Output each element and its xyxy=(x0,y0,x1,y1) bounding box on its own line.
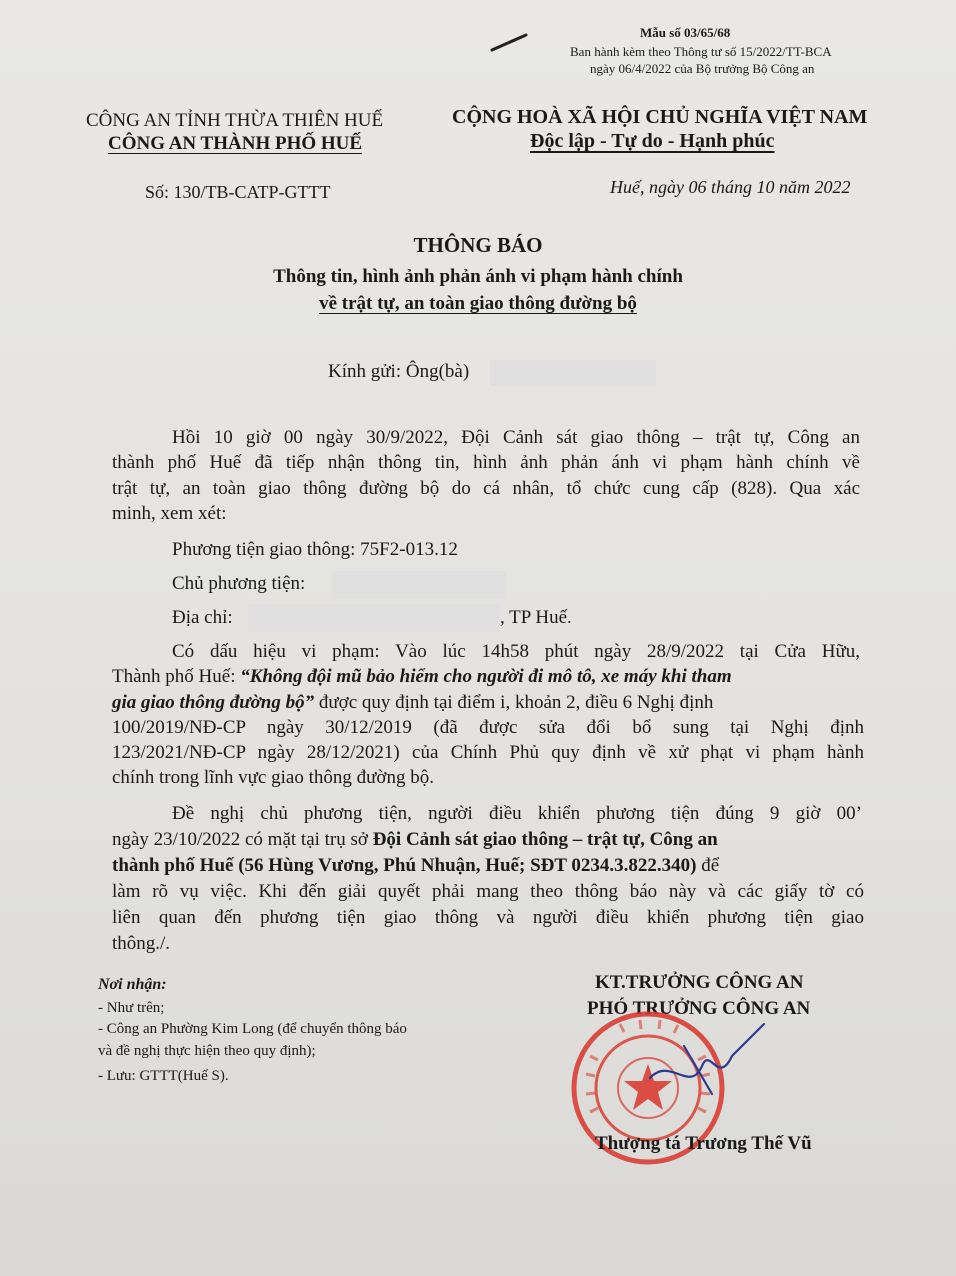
body-text: được quy định tại điểm i, khoản 2, điều 6 Nghị định xyxy=(314,692,714,713)
recipient-item: - Công an Phường Kim Long (để chuyển thông báo xyxy=(98,1021,407,1037)
pen-mark-icon xyxy=(490,32,530,54)
document-subtitle-1: Thông tin, hình ảnh phản ánh vi phạm hành chính xyxy=(273,266,683,287)
body-line: thành phố Huế đã tiếp nhận thông tin, hình ảnh phản ánh vi phạm hành chính về xyxy=(112,452,860,473)
org-parent: CÔNG AN TỈNH THỪA THIÊN HUẾ xyxy=(86,110,384,131)
owner-label: Chủ phương tiện: xyxy=(172,573,306,594)
recipient-item: - Lưu: GTTT(Huế S). xyxy=(98,1068,229,1084)
address-suffix: , TP Huế. xyxy=(500,607,572,628)
violation-quote-end: gia giao thông đường bộ” xyxy=(112,692,315,713)
body-line: Đề nghị chủ phương tiện, người điều khiển phương tiện đúng 9 giờ 00’ xyxy=(172,803,862,824)
document-number: Số: 130/TB-CATP-GTTT xyxy=(145,182,331,202)
redacted-address xyxy=(248,604,500,632)
body-line: chính trong lĩnh vực giao thông đường bộ. xyxy=(112,767,434,788)
signer-name: Thượng tá Trương Thế Vũ xyxy=(595,1133,812,1154)
form-issued-line2: ngày 06/4/2022 của Bộ trưởng Bộ Công an xyxy=(590,61,815,76)
recipient-item: - Như trên; xyxy=(98,1000,165,1016)
signature-icon xyxy=(640,1016,770,1106)
org-name: CÔNG AN THÀNH PHỐ HUẾ xyxy=(108,133,363,154)
recipient-line: Kính gửi: Ông(bà) xyxy=(328,361,470,382)
address-label: Địa chỉ: xyxy=(172,607,233,628)
signer-title-1: KT.TRƯỞNG CÔNG AN xyxy=(595,972,804,993)
document-subtitle-2-text: về trật tự, an toàn giao thông đường bộ xyxy=(319,293,637,314)
body-line: 100/2019/NĐ-CP ngày 30/12/2019 (đã được sửa đổi bổ sung tại Nghị định xyxy=(112,717,864,738)
office-address: thành phố Huế (56 Hùng Vương, Phú Nhuận, Huế; SĐT 0234.3.822.340) xyxy=(112,855,697,876)
body-line xyxy=(112,692,713,714)
document-title: THÔNG BÁO xyxy=(413,233,543,257)
violation-quote: “Không đội mũ bảo hiểm cho người đi mô tô, xe máy khi tham xyxy=(240,666,732,687)
body-text: để xyxy=(696,855,720,876)
body-line: Hồi 10 giờ 00 ngày 30/9/2022, Đội Cảnh sát giao thông – trật tự, Công an xyxy=(172,427,860,448)
body-line xyxy=(112,666,732,688)
document-subtitle-2 xyxy=(0,293,956,315)
body-line xyxy=(112,829,718,851)
vehicle-plate-line: Phương tiện giao thông: 75F2-013.12 xyxy=(172,539,458,560)
body-text: Thành phố Huế: xyxy=(112,666,241,687)
redacted-owner-name xyxy=(332,571,506,599)
recipient-item: và đề nghị thực hiện theo quy định); xyxy=(98,1043,316,1059)
form-number: Mẫu số 03/65/68 xyxy=(640,25,731,40)
body-line: Có dấu hiệu vi phạm: Vào lúc 14h58 phút ngày 28/9/2022 tại Cửa Hữu, xyxy=(172,641,860,662)
body-line xyxy=(112,855,719,877)
office-name: Đội Cảnh sát giao thông – trật tự, Công an xyxy=(372,829,718,850)
recipients-heading: Nơi nhận: xyxy=(98,976,167,993)
document-date: Huế, ngày 06 tháng 10 năm 2022 xyxy=(610,177,851,197)
body-line: 123/2021/NĐ-CP ngày 28/12/2021) của Chính Phủ quy định về xử phạt vi phạm hành xyxy=(112,742,864,763)
body-line: làm rõ vụ việc. Khi đến giải quyết phải mang theo thông báo này và các giấy tờ có xyxy=(112,881,864,902)
body-line: minh, xem xét: xyxy=(112,503,227,524)
body-text: ngày 23/10/2022 có mặt tại trụ sở xyxy=(112,829,373,850)
signer-title-2: PHÓ TRƯỞNG CÔNG AN xyxy=(587,998,811,1019)
form-issued-line1: Ban hành kèm theo Thông tư số 15/2022/TT-BCA xyxy=(570,44,832,59)
body-line: trật tự, an toàn giao thông đường bộ do cá nhân, tổ chức cung cấp (828). Qua xác xyxy=(112,478,860,499)
body-line: thông./. xyxy=(112,933,171,954)
national-motto: Độc lập - Tự do - Hạnh phúc xyxy=(530,130,775,152)
body-line: liên quan đến phương tiện giao thông và người điều khiển phương tiện giao xyxy=(112,907,864,928)
redacted-recipient-name xyxy=(490,360,656,386)
nation-title: CỘNG HOÀ XÃ HỘI CHỦ NGHĨA VIỆT NAM xyxy=(452,106,868,128)
